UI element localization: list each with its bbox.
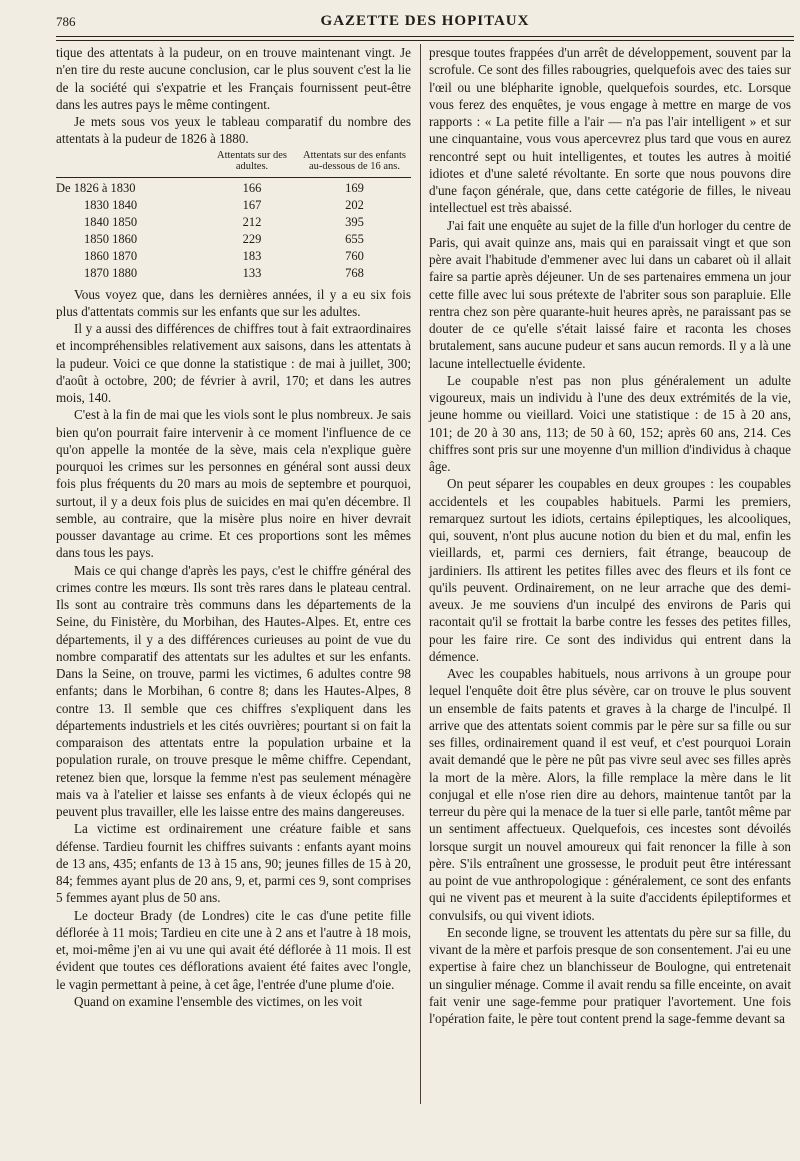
paragraph: En seconde ligne, se trouvent les attentats du père sur sa fille, du vivant de la mère et parfois presque de son consentement. J'ai eu une expertise à faire chez un blanchisseur de Boulogne, qui entretenait un singulier ménage. Comme il avait rendu sa fille enceinte, on avait fait venir une sage-femme pour pratiquer l'avortement. Une fois l'opération faite, le père tout content prend la sage-femme devant sa: [429, 924, 791, 1026]
table-cell-children: 655: [345, 231, 364, 246]
right-column: [429, 44, 791, 1027]
table-cell-adults: 229: [242, 231, 262, 246]
table-cell-children: 768: [345, 265, 364, 280]
table-cell-adults: 167: [242, 197, 262, 212]
table-cell-adults: 183: [242, 248, 262, 263]
paragraph: Le coupable n'est pas non plus généralement un adulte vigoureux, mais un individu à l'une des deux extrémités de la vie, jeune homme ou vieillard. Voici une statistique : de 15 à 20 ans, 101; de 20 à 30 ans, 113; de 50 à 60, 152; après 60 ans, 214. Ces chiffres sont pris sur une moyenne d'un million d'individus à chaque âge.: [429, 372, 791, 474]
table-cell-adults: 166: [206, 177, 298, 197]
table-cell-range: De 1826 à 1830: [56, 177, 206, 197]
table-cell-range: 1840 1850: [84, 214, 138, 229]
left-column: [56, 44, 411, 1010]
table-cell-children: 760: [345, 248, 364, 263]
table-header-blank: [56, 150, 206, 178]
paragraph: Vous voyez que, dans les dernières années, il y a eu six fois plus d'attentats commis sur les enfants que sur les adultes.: [56, 286, 411, 319]
paragraph: Le docteur Brady (de Londres) cite le cas d'une petite fille déflorée à 11 mois; Tardieu en cite une à 2 ans et l'autre à 18 mois, et, moi-même j'en ai vu une qui avait été déflorée à 11 mois. Il est évident que toutes ces déflorations avaient été faites avec l'ongle, le vagin permettant à peine, à cet âge, l'entrée d'une plume d'oie.: [56, 907, 411, 992]
table-cell-range: 1870 1880: [84, 265, 138, 280]
page-header: [56, 10, 794, 32]
table-cell-range: 1860 1870: [84, 248, 138, 263]
table-cell-children: 395: [345, 214, 364, 229]
paragraph: Il y a aussi des différences de chiffres tout à fait extraordinaires et incompréhensibles relativement aux saisons, dans les attentats à la pudeur. Voici ce que donne la statistique : de mai à juillet, 300; d'août à octobre, 200; de février à avril, 170; et dans les autres mois, 140.: [56, 321, 411, 405]
table-header-children: Attentats sur des enfants au-dessous de 16 ans.: [303, 149, 406, 172]
paragraph: Quand on examine l'ensemble des victimes, on les voit: [74, 993, 363, 1009]
table-row: [56, 265, 411, 282]
paragraph: C'est à la fin de mai que les viols sont le plus nombreux. Je sais bien qu'on pourrait faire intervenir à ce moment l'influence de ce qu'on appelle la montée de la sève, mais cela n'explique guère pourquoi les crimes sur les personnes en général sont aussi deux fois plus fréquents du 20 mars au mois de septembre et pourquoi, surtout, il y a deux fois plus de suicides en mai qu'en décembre. Il semble, au contraire, que la misère plus noire en hiver devrait pousser davantage au crime. Et ces proportions sont les mêmes dans tous les pays.: [56, 407, 411, 561]
attentats-table: [56, 150, 411, 282]
table-row: [56, 214, 411, 231]
paragraph: Je mets sous vos yeux le tableau comparatif du nombre des attentats à la pudeur de 1826 à 1880.: [56, 114, 411, 147]
paragraph: J'ai fait une enquête au sujet de la fille d'un horloger du centre de Paris, qui avait quinze ans, mais qui en paraissait vingt et que son père avait l'habitude d'emmener avec lui dans un cabaret où il allait faire sa partie après déjeuner. Un de ses partenaires emmena un jour cette fille avec lui sous prétexte de l'abriter sous son parapluie. Elle rentra chez son père quarante-huit heures après, ne paraissant pas se douter de ce qu'elle s'était laissé faire et raconta les choses brutalement, sans aucune pudeur et sans aucun remords. Il y a là une lacune intellectuelle évidente.: [429, 217, 791, 371]
paragraph: Mais ce qui change d'après les pays, c'est le chiffre général des crimes contre les mœurs. Ils sont très rares dans le plateau central. Ils sont au contraire très communs dans les départements de la Seine, du Finistère, du Morbihan, des Hautes-Alpes. Et, entre ces départements, il y a des différences curieuses au point de vue du nombre comparatif des attentats sur les adultes et sur les enfants. Dans la Seine, on trouve, parmi les victimes, 6 adultes contre 98 enfants; dans le Morbihan, 6 contre 8; dans les Hautes-Alpes, 8 contre 13. Il semble que ces chiffres s'expliquent dans les départements industriels et les cités ouvrières; pourtant si on fait la comparaison des attentats entre la population urbaine et la population rurale, on trouve presque le même chiffre. Cependant, retenez bien que, lorsque la femme n'est pas seulement ménagère mais va à l'atelier et laisse ses enfants à de vieux éclopés qui ne peuvent plus travailler, elle les laisse entre des mains dangereuses.: [56, 562, 411, 819]
table-cell-range: 1830 1840: [84, 197, 138, 212]
table-cell-adults: 133: [242, 265, 262, 280]
table-header-adults: Attentats sur des adultes.: [217, 149, 287, 172]
page-number: 786: [56, 14, 76, 29]
table-row: [56, 177, 411, 197]
table-row: [56, 231, 411, 248]
paragraph: La victime est ordinairement une créature faible et sans défense. Tardieu fournit les chiffres suivants : enfants ayant moins de 13 ans, 435; enfants de 13 à 15 ans, 90; jeunes filles de 15 à 20, 84; femmes ayant plus de 20 ans, 9, et, parmi ces 9, sont comprises 5 femmes ayant plus de 50 ans.: [56, 821, 411, 906]
paragraph: tique des attentats à la pudeur, on en trouve maintenant vingt. Je n'en tire du reste aucune conclusion, car le plus souvent c'est la lie de la société qui s'expatrie et les Français fournissent peut-être dans les autres pays le même contingent.: [56, 45, 411, 112]
header-rule: [56, 36, 794, 41]
paragraph: On peut séparer les coupables en deux groupes : les coupables accidentels et les coupables habituels. Parmi les premiers, remarquez surtout les idiots, certains épileptiques, les alcooliques, qui, souvent, n'ont plus aucune notion du bien et du mal, enfin les vieillards, et, parmi ces derniers, fait étrange, beaucoup de jardiniers. Ils attirent les petites filles avec des fleurs et ils font ce qu'ils peuvent. Ordinairement, on ne leur arrache que des demi-aveux. Je me souviens d'un inculpé des environs de Paris qui racontait qu'il se frottait la barbe contre les fesses des petites filles, pour les faire rire. Ce sont des individus qui entrent dans la démence.: [429, 476, 791, 664]
paragraph: Avec les coupables habituels, nous arrivons à un groupe pour lequel l'enquête doit être plus sévère, car on trouve le plus souvent un ensemble de faits patents et graves à la charge de l'inculpé. Il arrive que des attentats soient commis par le père sur sa fille ou sur ses filles, ordinairement quand il est veuf, et c'est pourquoi Lorain avait demandé que le père ne pût pas vivre seul avec ses filles après la mort de la mère. Alors, la fille remplace la mère dans le lit conjugal et elle n'ose rien dire au dehors, maintenue tantôt par la terreur du père qui la menace de la tuer si elle parle, tantôt même par un sentiment affectueux. Quelquefois, ces incestes sont dévoilés lorsque surgit un nouvel amoureux qui fait renoncer la fille à son père. S'ils entraînent une grossesse, le produit peut être intéressant au point de vue anthropologique : généralement, ce sont des enfants qui ne vivent pas et meurent à la suite d'accidents épileptiformes et convulsifs, ou qui vivent idiots.: [429, 666, 791, 923]
table-cell-children: 169: [298, 177, 411, 197]
journal-title: GAZETTE DES HOPITAUX: [320, 13, 530, 29]
column-divider: [420, 44, 421, 1104]
table-row: [56, 197, 411, 214]
table-cell-children: 202: [345, 197, 364, 212]
table-cell-range: 1850 1860: [84, 231, 138, 246]
table-cell-adults: 212: [242, 214, 262, 229]
table-row: [56, 248, 411, 265]
paragraph: presque toutes frappées d'un arrêt de développement, souvent par la scrofule. Ce sont des filles rabougries, quelquefois avec des taies sur l'œil ou une blépharite ignoble, quelquefois sourdes, etc. Lorsque vous ferez des enquêtes, je vous engage à mettre en marge de vos rapports : « La petite fille a l'air — n'a pas l'air intelligent » et sur une cinquantaine, vous vous apercevrez plus tard que vous en aurez rencontré sept ou huit intelligentes, et toutes les autres à moitié idiotes et d'une saleté révoltante. En sorte que nous pouvons dire d'une façon générale, que, dans cette catégorie de filles, le niveau intellectuel est très abaissé.: [429, 45, 791, 216]
